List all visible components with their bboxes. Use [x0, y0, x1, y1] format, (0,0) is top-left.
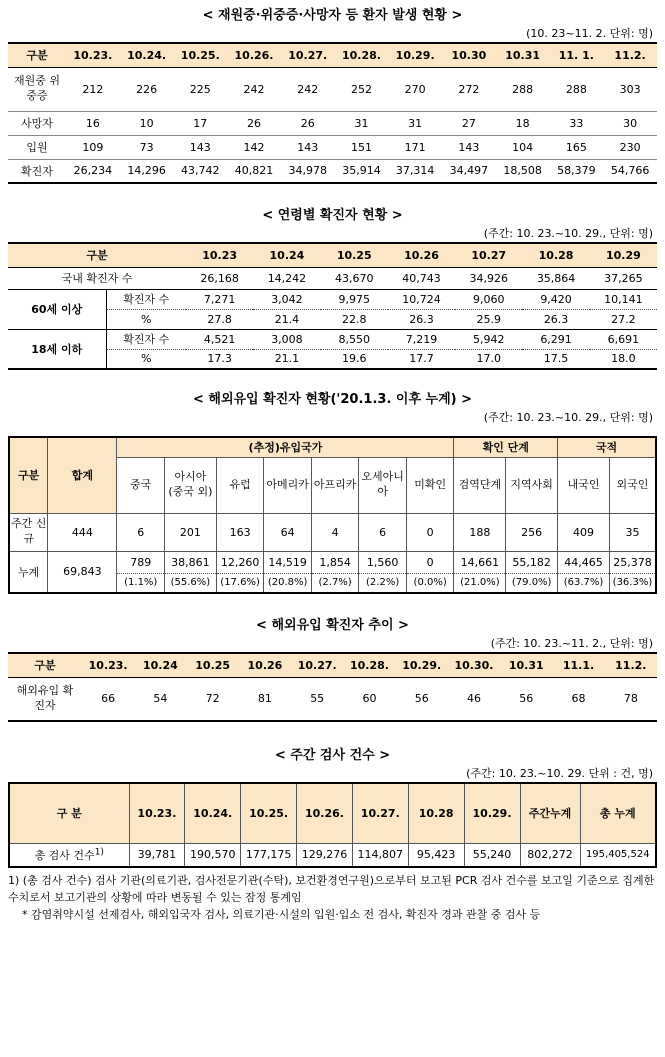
- table3-header-country: 중국: [117, 457, 165, 513]
- table5-date: 10.25.: [241, 783, 297, 843]
- cell: 34,926: [469, 271, 509, 285]
- cell: 7,219: [388, 329, 455, 349]
- sub-label: %: [141, 312, 152, 326]
- overseas-status-table: [8, 436, 657, 594]
- cell: 129,276: [297, 843, 353, 867]
- cell: 26,234: [73, 164, 113, 178]
- table4-date: 10.25: [187, 653, 239, 677]
- table1-date: 10.25.: [173, 43, 227, 67]
- cell: 802,272: [520, 843, 580, 867]
- table1-header-row: [8, 43, 657, 67]
- cell: 9,420: [522, 289, 589, 309]
- cell: 37,314: [395, 164, 435, 178]
- cell: 17: [193, 116, 208, 130]
- cell: 0: [406, 551, 454, 573]
- cell: 1,854: [311, 551, 359, 573]
- cell: 34,978: [288, 164, 327, 178]
- table3-header-row-1: [9, 437, 656, 457]
- cell: 10: [139, 116, 154, 130]
- section-weekly-tests: [8, 746, 657, 868]
- cell: 26,168: [200, 271, 239, 285]
- table-row: [8, 135, 657, 159]
- cell: 143: [458, 140, 480, 154]
- cell: 81: [257, 692, 272, 706]
- weekly-tests-table: [8, 782, 657, 868]
- cell: 27.8: [207, 312, 232, 326]
- cell: 190,570: [185, 843, 241, 867]
- cell: 177,175: [241, 843, 297, 867]
- cell: 12,260: [216, 551, 264, 573]
- cell: 165: [565, 140, 587, 154]
- cell: 26: [247, 116, 262, 130]
- table4-date: 10.24: [134, 653, 186, 677]
- table1-date: 10.27.: [281, 43, 335, 67]
- cell: 30: [623, 116, 638, 130]
- cell: 19.6: [341, 352, 367, 366]
- cell: (63.7%): [558, 573, 610, 593]
- table2-date: 10.24: [253, 243, 320, 267]
- cell: 18,508: [503, 164, 542, 178]
- cell: (2.7%): [311, 573, 359, 593]
- cell: 14,519: [264, 551, 312, 573]
- cell: 16: [85, 116, 100, 130]
- footnote-1: 1) (총 검사 건수) 검사 기관(의료기관, 검사전문기관(수탁), 보건환경연구원)으로부터 보고된 PCR 검사 건수를 보고일 기준으로 집계한 수치로서 보고기관의 상황에 따라 변동될 수 있는 잠정 통계임: [8, 874, 655, 904]
- cell: 242: [243, 82, 265, 96]
- table4-title: < 해외유입 확진자 추이 >: [256, 618, 409, 633]
- cell: 9,975: [321, 289, 388, 309]
- cell: (55.6%): [165, 573, 217, 593]
- table4-date: 10.28.: [343, 653, 395, 677]
- table5-date: 10.29.: [464, 783, 520, 843]
- table3-header-stage-group: 확인 단계: [454, 437, 558, 457]
- cell: 10,141: [590, 289, 657, 309]
- table3-header-country-group: (추정)유입국가: [117, 437, 454, 457]
- cell: 25,378: [609, 551, 656, 573]
- group-label: 18세 이하: [8, 329, 106, 369]
- cell: 8,550: [321, 329, 388, 349]
- cell: 27: [461, 116, 476, 130]
- cell: 14,296: [127, 164, 166, 178]
- table5-unit: (주간: 10. 23.~10. 29. 단위 : 건, 명): [466, 767, 653, 780]
- cell: (79.0%): [506, 573, 558, 593]
- table5-date: 10.26.: [297, 783, 353, 843]
- cell: 56: [414, 692, 429, 706]
- cell: (20.8%): [264, 573, 312, 593]
- cell: 35: [609, 513, 656, 551]
- cell: 6,691: [590, 329, 657, 349]
- cell: 3,008: [253, 329, 320, 349]
- cell: 163: [216, 513, 264, 551]
- cell: 7,271: [186, 289, 253, 309]
- cell: 40,821: [234, 164, 274, 178]
- cell: 73: [139, 140, 154, 154]
- table5-title: < 주간 검사 건수 >: [274, 748, 391, 763]
- table3-header-stage: 지역사회: [506, 457, 558, 513]
- table5-date: 10.27.: [352, 783, 408, 843]
- cell: 188: [454, 513, 506, 551]
- row-label: 사망자: [21, 117, 53, 130]
- cell: 60: [362, 692, 377, 706]
- cell: 40,743: [402, 271, 441, 285]
- cell: 142: [243, 140, 265, 154]
- table4-date: 11.2.: [605, 653, 657, 677]
- row-label: 주간 신규: [9, 513, 48, 551]
- cell: 104: [512, 140, 534, 154]
- table3-unit: (주간: 10. 23.~10. 29., 단위: 명): [483, 411, 653, 424]
- cell: 114,807: [352, 843, 408, 867]
- overseas-trend-table: [8, 652, 657, 722]
- table1-unit: (10. 23~11. 2. 단위: 명): [526, 27, 653, 40]
- table3-header-country: 아시아 (중국 외): [165, 457, 217, 513]
- cell: 226: [136, 82, 158, 96]
- table-row: [8, 349, 657, 369]
- table4-date: 10.26: [239, 653, 291, 677]
- table3-header-stage: 검역단계: [454, 457, 506, 513]
- cell: 58,379: [557, 164, 596, 178]
- cell: 18: [515, 116, 530, 130]
- cell: 230: [619, 140, 641, 154]
- cell: 27.2: [611, 312, 636, 326]
- table1-header-label: 구분: [8, 43, 66, 67]
- table-row: [8, 329, 657, 349]
- row-label-text: 총 검사 건수: [34, 848, 95, 862]
- table-row: [9, 513, 656, 551]
- cell: 33: [569, 116, 584, 130]
- table4-header-label: 구분: [8, 653, 82, 677]
- cell: 6: [117, 513, 165, 551]
- cell: 26.3: [543, 312, 569, 326]
- table3-header-nation: 내국인: [558, 457, 610, 513]
- cell: 35,864: [536, 271, 576, 285]
- table2-date: 10.27: [455, 243, 522, 267]
- table3-header-nation-group: 국적: [558, 437, 656, 457]
- row-label: 누계: [9, 551, 48, 593]
- cell: 17.7: [409, 352, 434, 366]
- row-label: [9, 843, 129, 867]
- cell: 242: [297, 82, 319, 96]
- cell: 44,465: [558, 551, 610, 573]
- table-row: [8, 309, 657, 329]
- cell: 31: [354, 116, 369, 130]
- table2-header-label: 구분: [8, 243, 186, 267]
- cell: 46: [466, 692, 481, 706]
- cell: 31: [408, 116, 423, 130]
- table3-header-nation: 외국인: [609, 457, 656, 513]
- table5-header-row: [9, 783, 656, 843]
- table1-title: < 재원중·위중증·사망자 등 환자 발생 현황 >: [202, 8, 463, 23]
- section-patient-status: [8, 0, 657, 184]
- table-row: [9, 843, 656, 867]
- table2-date: 10.25: [321, 243, 388, 267]
- cell: 409: [558, 513, 610, 551]
- table2-unit: (주간: 10. 23.~10. 29., 단위: 명): [483, 227, 653, 240]
- cell: 37,265: [604, 271, 643, 285]
- sub-label: %: [141, 352, 152, 366]
- cell: 143: [189, 140, 211, 154]
- table4-date: 10.31: [500, 653, 552, 677]
- cell: 225: [189, 82, 211, 96]
- cell: 303: [619, 82, 641, 96]
- cell: 288: [512, 82, 534, 96]
- table-row: [8, 677, 657, 721]
- table2-title: < 연령별 확진자 현황 >: [262, 208, 403, 223]
- cell: (0.0%): [406, 573, 454, 593]
- cell: 212: [82, 82, 104, 96]
- cell: 21.1: [274, 352, 300, 366]
- table3-header-country: 아메리카: [264, 457, 312, 513]
- cell: 78: [623, 692, 638, 706]
- table1-date: 10.31: [496, 43, 550, 67]
- cell: 1,560: [359, 551, 407, 573]
- cell: 6: [359, 513, 407, 551]
- section-overseas-status: [8, 390, 657, 594]
- cell: (17.6%): [216, 573, 264, 593]
- cell: 6,291: [522, 329, 589, 349]
- cell: 69,843: [48, 551, 117, 593]
- cell: 252: [350, 82, 372, 96]
- cell: 56: [519, 692, 534, 706]
- table1-date: 10.26.: [227, 43, 281, 67]
- table2-date: 10.29: [590, 243, 657, 267]
- cell: 55: [310, 692, 325, 706]
- row-label: 해외유입 확진자: [16, 683, 74, 712]
- cell: 444: [48, 513, 117, 551]
- cell: (36.3%): [609, 573, 656, 593]
- table2-date: 10.23: [186, 243, 253, 267]
- table-row: [8, 111, 657, 135]
- cell: 66: [101, 692, 116, 706]
- table1-date: 11.2.: [603, 43, 657, 67]
- cell: 34,497: [449, 164, 489, 178]
- table3-header-country: 오세아니아: [359, 457, 407, 513]
- group-label: 60세 이상: [8, 289, 106, 329]
- cell: 109: [82, 140, 104, 154]
- cell: 256: [506, 513, 558, 551]
- table4-date: 10.29.: [396, 653, 448, 677]
- table2-date: 10.28: [522, 243, 589, 267]
- cell: 22.8: [341, 312, 367, 326]
- table4-date: 10.27.: [291, 653, 343, 677]
- cell: 21.4: [274, 312, 300, 326]
- section-overseas-trend: [8, 616, 657, 722]
- cell: 0: [406, 513, 454, 551]
- table3-header-country: 미확인: [406, 457, 454, 513]
- section-age-status: [8, 206, 657, 370]
- cell: 72: [205, 692, 220, 706]
- table-row: [8, 267, 657, 289]
- table4-unit: (주간: 10. 23.~11. 2., 단위: 명): [490, 637, 653, 650]
- table2-header-row: [8, 243, 657, 267]
- cell: 3,042: [253, 289, 320, 309]
- cell: 68: [571, 692, 586, 706]
- footnotes: [8, 872, 657, 923]
- table3-header-total: 합계: [48, 437, 117, 513]
- cell: 195,405,524: [580, 843, 656, 867]
- table5-date: 10.28: [408, 783, 464, 843]
- table-row: [9, 551, 656, 573]
- table-row: [8, 289, 657, 309]
- table3-header-country: 아프리카: [311, 457, 359, 513]
- cell: 171: [404, 140, 426, 154]
- cell: 64: [264, 513, 312, 551]
- cell: (21.0%): [454, 573, 506, 593]
- cell: 5,942: [455, 329, 522, 349]
- table-row: [8, 159, 657, 183]
- table1-date: 10.24.: [120, 43, 174, 67]
- row-label: 확진자: [21, 164, 53, 178]
- cell: 35,914: [342, 164, 381, 178]
- table3-header-country: 유럽: [216, 457, 264, 513]
- cell: 272: [458, 82, 480, 96]
- table5-date: 10.24.: [185, 783, 241, 843]
- cell: 95,423: [408, 843, 464, 867]
- table-row: [8, 67, 657, 111]
- table4-date: 10.30.: [448, 653, 500, 677]
- table4-date: 11.1.: [552, 653, 604, 677]
- cell: 10,724: [388, 289, 455, 309]
- footnote-2: * 감염취약시설 선제검사, 해외입국자 검사, 의료기관·시설의 입원·입소 전 검사, 확진자 경과 관찰 중 검사 등: [22, 908, 541, 921]
- table2-date: 10.26: [388, 243, 455, 267]
- table5-date: 10.23.: [129, 783, 185, 843]
- cell: 43,742: [181, 164, 220, 178]
- cell: 54: [153, 692, 168, 706]
- table1-date: 11. 1.: [549, 43, 603, 67]
- table1-date: 10.28.: [335, 43, 389, 67]
- cell: 26: [300, 116, 315, 130]
- sub-label: 확진자 수: [106, 289, 186, 309]
- cell: 55,240: [464, 843, 520, 867]
- cell: 17.0: [476, 352, 502, 366]
- table3-header-gubun: 구분: [9, 437, 48, 513]
- patient-status-table: [8, 42, 657, 184]
- cell: 4: [311, 513, 359, 551]
- cell: 270: [404, 82, 426, 96]
- cell: 26.3: [409, 312, 434, 326]
- row-label: 국내 확진자 수: [61, 272, 133, 285]
- age-status-table: [8, 242, 657, 370]
- row-label: 입원: [26, 141, 48, 154]
- cell: 18.0: [611, 352, 636, 366]
- cell: 38,861: [165, 551, 217, 573]
- table1-date: 10.30: [442, 43, 496, 67]
- table5-header-label: 구 분: [9, 783, 129, 843]
- table5-date: 총 누계: [580, 783, 656, 843]
- table5-date: 주간누계: [520, 783, 580, 843]
- cell: 789: [117, 551, 165, 573]
- cell: 201: [165, 513, 217, 551]
- cell: 4,521: [186, 329, 253, 349]
- cell: 39,781: [129, 843, 185, 867]
- cell: 14,242: [267, 271, 307, 285]
- table3-title: < 해외유입 확진자 현황('20.1.3. 이후 누계) >: [192, 392, 473, 407]
- cell: 151: [350, 140, 372, 154]
- cell: 9,060: [455, 289, 522, 309]
- table4-header-row: [8, 653, 657, 677]
- table1-date: 10.29.: [388, 43, 442, 67]
- table1-date: 10.23.: [66, 43, 120, 67]
- cell: 17.5: [543, 352, 569, 366]
- sub-label: 확진자 수: [106, 329, 186, 349]
- cell: 17.3: [207, 352, 232, 366]
- row-label: 재원중 위중증: [14, 74, 61, 102]
- cell: 25.9: [476, 312, 502, 326]
- cell: (1.1%): [117, 573, 165, 593]
- cell: 143: [297, 140, 319, 154]
- cell: 55,182: [506, 551, 558, 573]
- table4-date: 10.23.: [82, 653, 134, 677]
- cell: 288: [565, 82, 587, 96]
- cell: 54,766: [610, 164, 650, 178]
- footnote-ref: 1): [94, 847, 104, 858]
- cell: (2.2%): [359, 573, 407, 593]
- cell: 14,661: [454, 551, 506, 573]
- cell: 43,670: [334, 271, 374, 285]
